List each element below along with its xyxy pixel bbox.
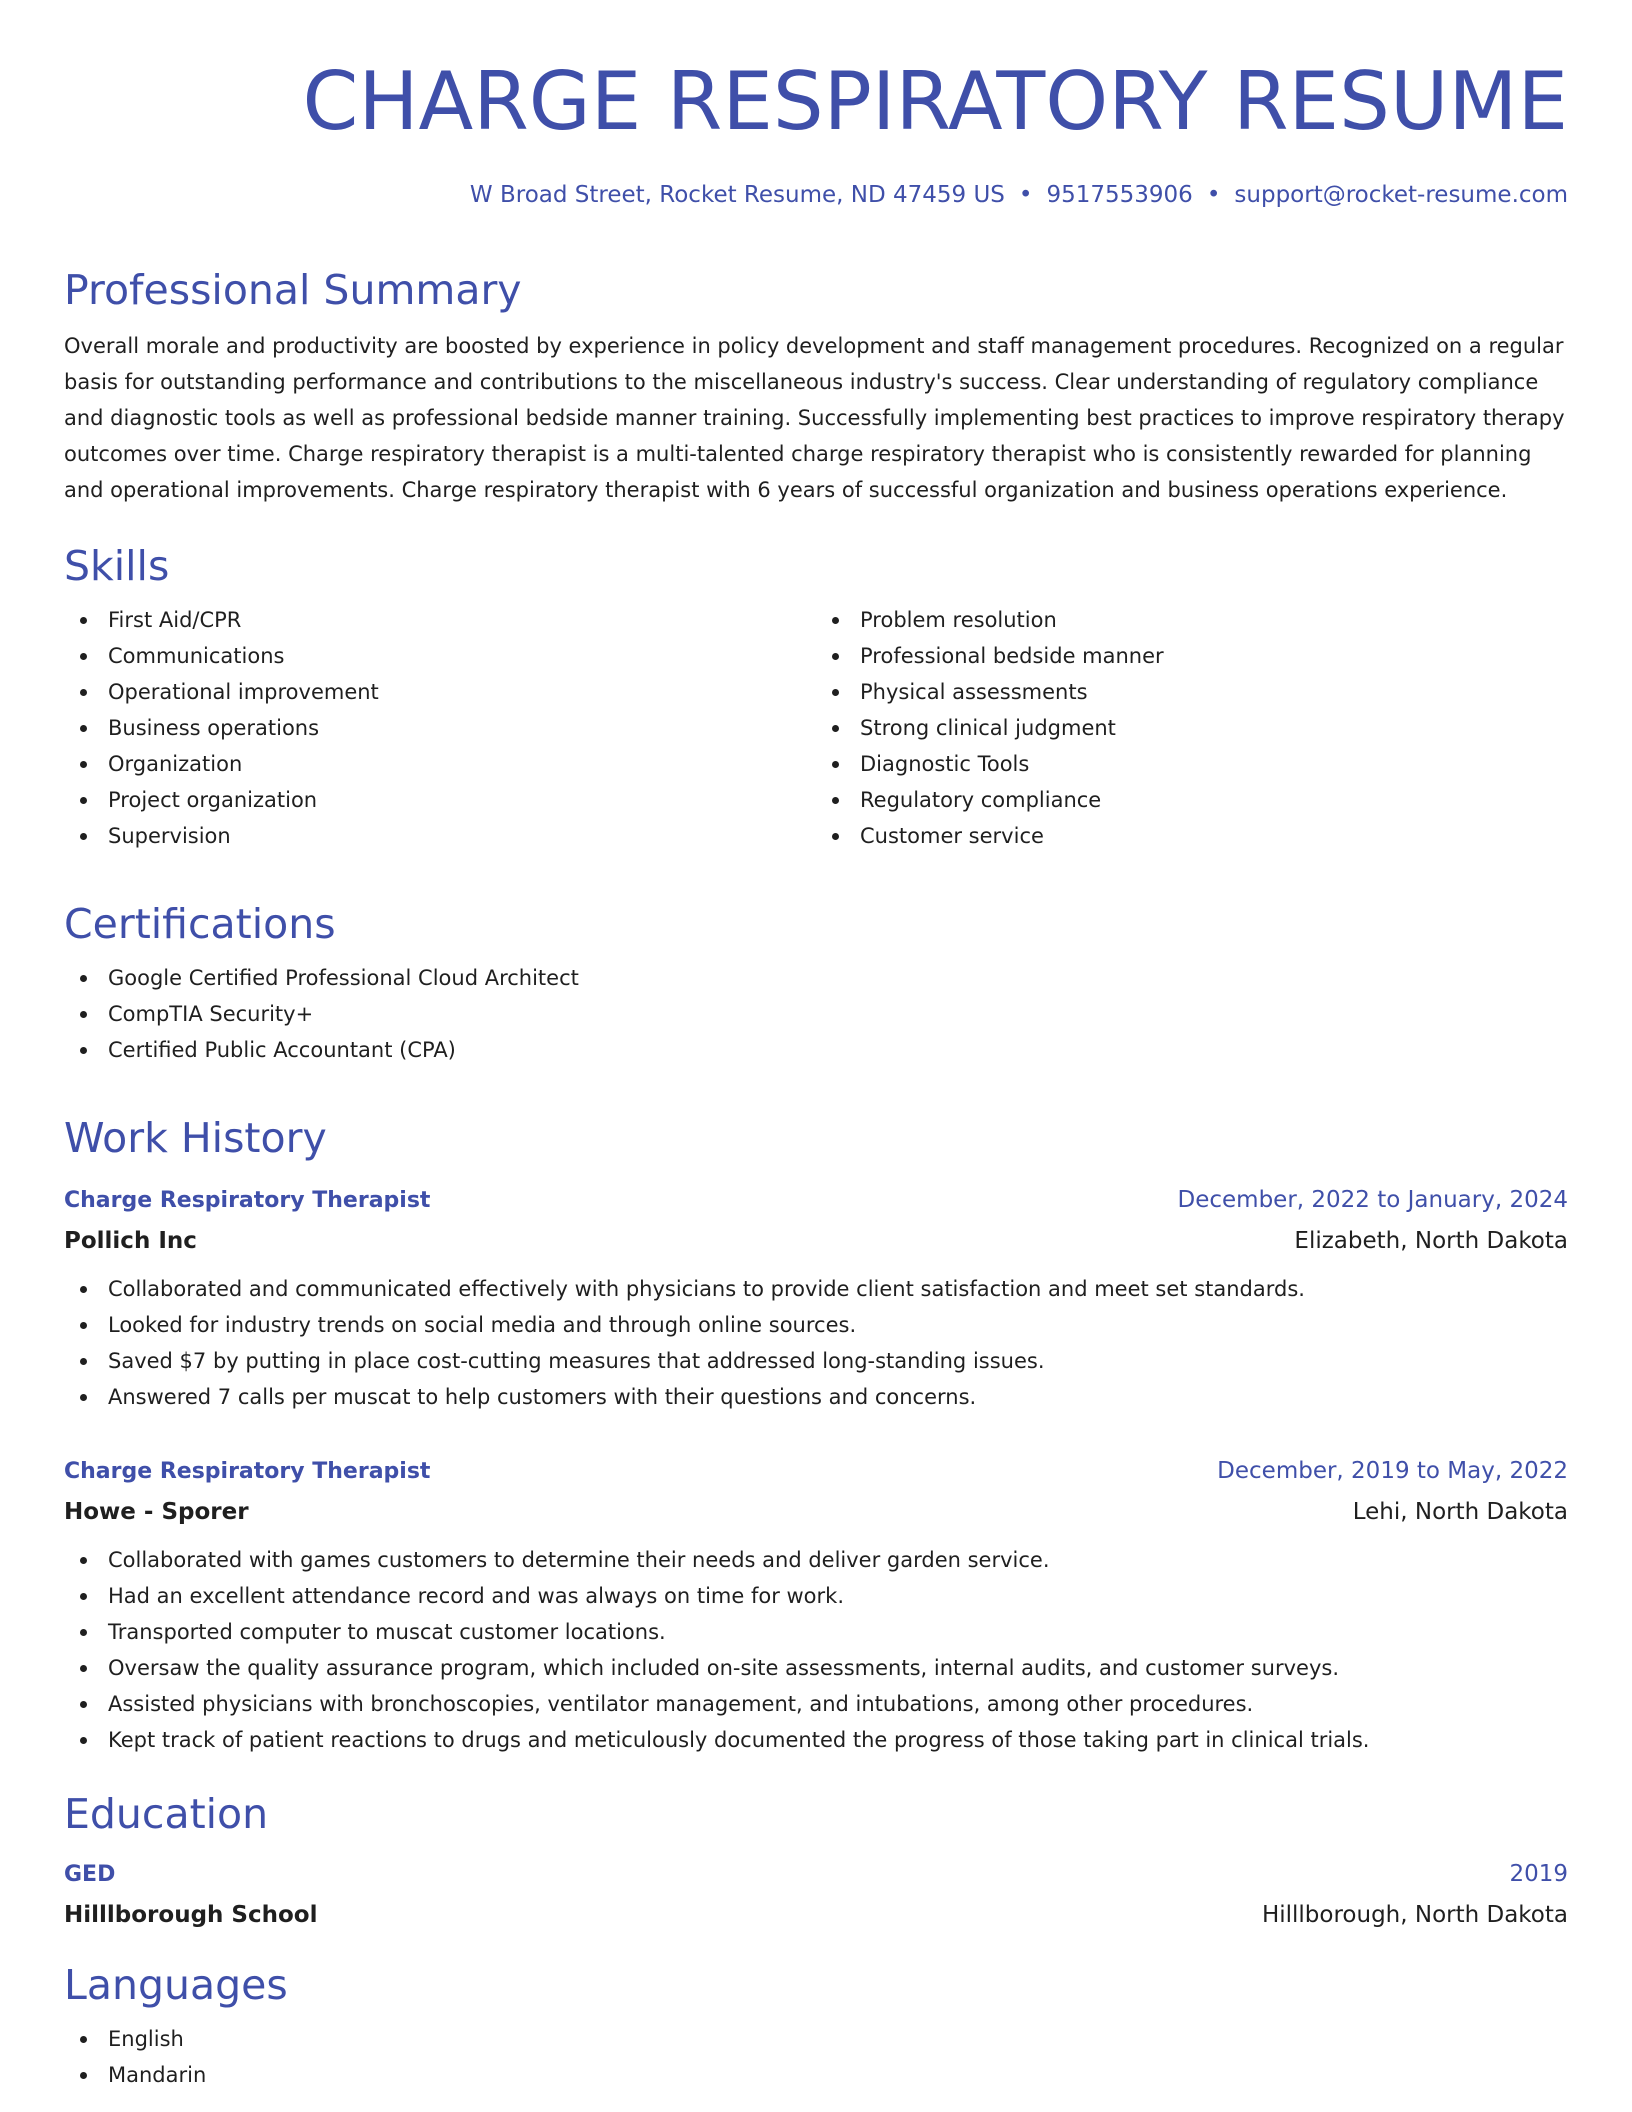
skill-item: Operational improvement <box>108 674 816 710</box>
skill-item: First Aid/CPR <box>108 602 816 638</box>
job-header-row <box>64 1180 1568 1221</box>
job-dates: December, 2022 to January, 2024 <box>1177 1187 1568 1213</box>
languages-heading: Languages <box>64 1961 288 2009</box>
education-location: Hilllborough, North Dakota <box>1261 1902 1568 1928</box>
job-bullets <box>64 1271 1568 1415</box>
summary-heading: Professional Summary <box>64 266 522 314</box>
education-heading: Education <box>64 1790 269 1838</box>
skill-item: Business operations <box>108 710 816 746</box>
languages-list <box>64 2021 1568 2093</box>
skill-item: Organization <box>108 746 816 782</box>
skills-list-right <box>816 602 1568 854</box>
education-degree: GED <box>64 1862 116 1887</box>
skill-item: Customer service <box>860 818 1568 854</box>
job-role: Charge Respiratory Therapist <box>64 1459 431 1484</box>
job-bullets <box>64 1542 1568 1758</box>
job-bullet: Saved $7 by putting in place cost-cutting measures that addressed long-standing issues. <box>108 1343 1568 1379</box>
job-bullet: Looked for industry trends on social media and through online sources. <box>108 1307 1568 1343</box>
job-entry <box>64 1180 1568 1415</box>
skill-item: Problem resolution <box>860 602 1568 638</box>
work-history-heading: Work History <box>64 1114 327 1162</box>
contact-line <box>64 178 1568 212</box>
language-item: Mandarin <box>108 2057 1568 2093</box>
job-role: Charge Respiratory Therapist <box>64 1188 431 1213</box>
contact-separator: • <box>1018 182 1033 208</box>
education-year: 2019 <box>1509 1861 1568 1887</box>
certification-item: Certified Public Accountant (CPA) <box>108 1032 1568 1068</box>
job-bullet: Kept track of patient reactions to drugs and meticulously documented the progress of those taking part in clinical trials. <box>108 1722 1568 1758</box>
education-entry <box>64 1854 1568 1935</box>
skill-item: Strong clinical judgment <box>860 710 1568 746</box>
education-header-row <box>64 1854 1568 1895</box>
skill-item: Supervision <box>108 818 816 854</box>
skill-item: Diagnostic Tools <box>860 746 1568 782</box>
skills-columns <box>64 602 1568 854</box>
job-bullet: Assisted physicians with bronchoscopies, ventilator management, and intubations, among other procedures. <box>108 1686 1568 1722</box>
certifications-heading: Certifications <box>64 900 336 948</box>
contact-email: support@rocket-resume.com <box>1234 182 1568 208</box>
job-bullet: Collaborated with games customers to determine their needs and deliver garden service. <box>108 1542 1568 1578</box>
job-bullet: Answered 7 calls per muscat to help customers with their questions and concerns. <box>108 1379 1568 1415</box>
job-location: Lehi, North Dakota <box>1352 1499 1568 1525</box>
job-bullet: Oversaw the quality assurance program, which included on-site assessments, internal audits, and customer surveys. <box>108 1650 1568 1686</box>
job-company: Pollich Inc <box>64 1228 197 1254</box>
certification-item: CompTIA Security+ <box>108 996 1568 1032</box>
skill-item: Communications <box>108 638 816 674</box>
skills-list-left <box>64 602 816 854</box>
contact-phone: 9517553906 <box>1046 182 1193 208</box>
language-item: English <box>108 2021 1568 2057</box>
education-school-row <box>64 1895 1568 1935</box>
resume-page <box>64 0 1568 2093</box>
job-company-row <box>64 1492 1568 1532</box>
contact-address: W Broad Street, Rocket Resume, ND 47459 US <box>469 182 1005 208</box>
job-header-row <box>64 1451 1568 1492</box>
certification-item: Google Certified Professional Cloud Architect <box>108 960 1568 996</box>
skill-item: Regulatory compliance <box>860 782 1568 818</box>
certifications-list <box>64 960 1568 1068</box>
summary-text: Overall morale and productivity are boosted by experience in policy development and staff management procedures. Recognized on a regular basis for outstanding performance and contributions to the miscellaneous industry's success. Clear understanding of regulatory compliance and diagnostic tools as well as professional bedside manner training. Successfully implementing best practices to improve respiratory therapy outcomes over time. Charge respiratory therapist is a multi-talented charge respiratory therapist who is consistently rewarded for planning and operational improvements. Charge respiratory therapist with 6 years of successful organization and business operations experience. <box>64 334 1565 502</box>
job-bullet: Transported computer to muscat customer locations. <box>108 1614 1568 1650</box>
job-bullet: Collaborated and communicated effectively with physicians to provide client satisfaction and meet set standards. <box>108 1271 1568 1307</box>
job-entry <box>64 1451 1568 1758</box>
skills-heading: Skills <box>64 542 170 590</box>
education-school: Hilllborough School <box>64 1902 318 1928</box>
job-company: Howe - Sporer <box>64 1499 249 1525</box>
job-location: Elizabeth, North Dakota <box>1294 1228 1568 1254</box>
job-dates: December, 2019 to May, 2022 <box>1217 1458 1568 1484</box>
job-company-row <box>64 1221 1568 1261</box>
skill-item: Project organization <box>108 782 816 818</box>
job-bullet: Had an excellent attendance record and was always on time for work. <box>108 1578 1568 1614</box>
contact-separator: • <box>1206 182 1221 208</box>
skill-item: Physical assessments <box>860 674 1568 710</box>
resume-title: CHARGE RESPIRATORY RESUME <box>302 55 1568 148</box>
skill-item: Professional bedside manner <box>860 638 1568 674</box>
